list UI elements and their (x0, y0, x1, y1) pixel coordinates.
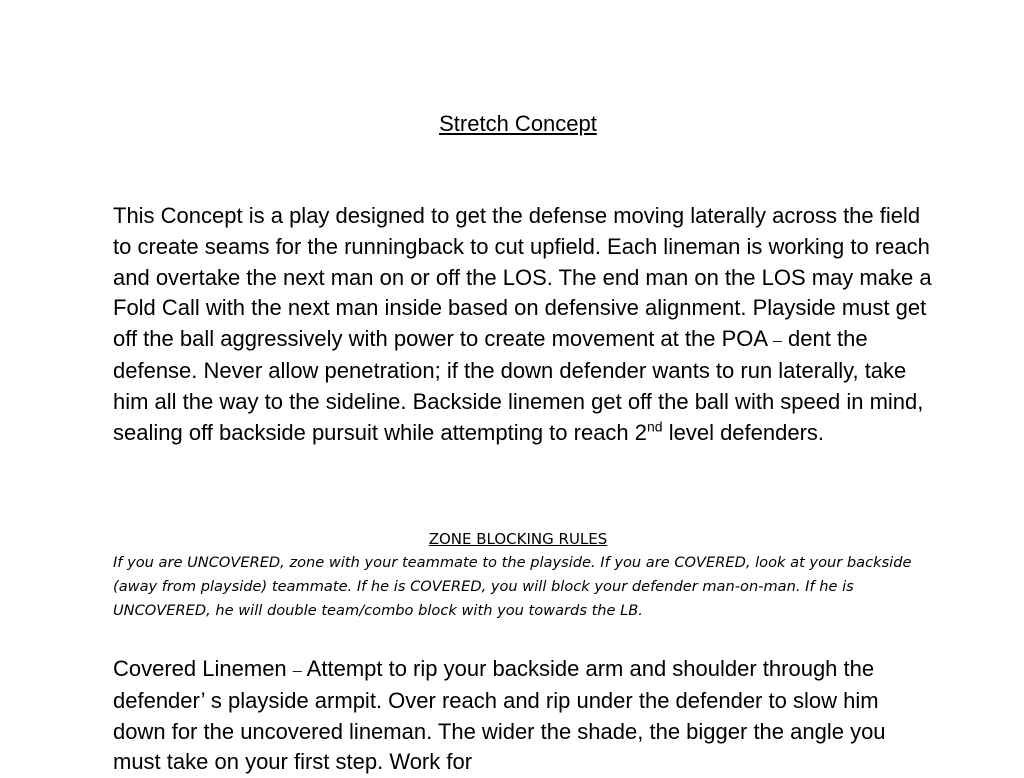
covered-linemen-label: Covered Linemen (113, 656, 293, 681)
intro-text-part1: This Concept is a play designed to get the defense moving laterally across the field to create seams for the runningback to cut upfield. Each lineman is working to reach and overtake the next man on or off the LOS. The end man on the LOS may make a Fold Call with the next man inside based on defensive alignment. Playside must get off the ball aggressively with power to create movement at the POA (113, 203, 932, 352)
ordinal-superscript: nd (647, 418, 663, 435)
covered-linemen-part1: Attempt to rip your backside arm and shoulder through the defender (113, 656, 875, 713)
covered-linemen-dash: – (292, 660, 302, 680)
covered-linemen-part2: s playside armpit. Over reach and rip under the defender to slow him down for the uncovered lineman. The wider the shade, the bigger the angle you must take on your first step. Work for (113, 687, 886, 775)
intro-dash: – (772, 330, 782, 351)
covered-linemen-apostrophe: ’ (200, 687, 205, 713)
intro-text-part3: level defenders. (662, 419, 825, 445)
zone-rules-heading: ZONE BLOCKING RULES (428, 530, 608, 548)
document-title: Stretch Concept (439, 111, 597, 136)
intro-paragraph (113, 201, 933, 448)
zone-rules-body: If you are UNCOVERED, zone with your teammate to the playside. If you are COVERED, look at your backside (away from playside) teammate. If he is COVERED, you will block your defender man-on-man. If he is UNCOVERED, he will double team/combo block with you towards the LB. (113, 554, 912, 620)
covered-linemen-paragraph (113, 654, 933, 778)
intro-text-part2: dent the defense. Never allow penetration; if the down defender wants to run laterally, take him all the way to the sideline. Backside linemen get off the ball with speed in mind, sealing off backside pursuit while attempting to reach 2 (113, 326, 924, 445)
